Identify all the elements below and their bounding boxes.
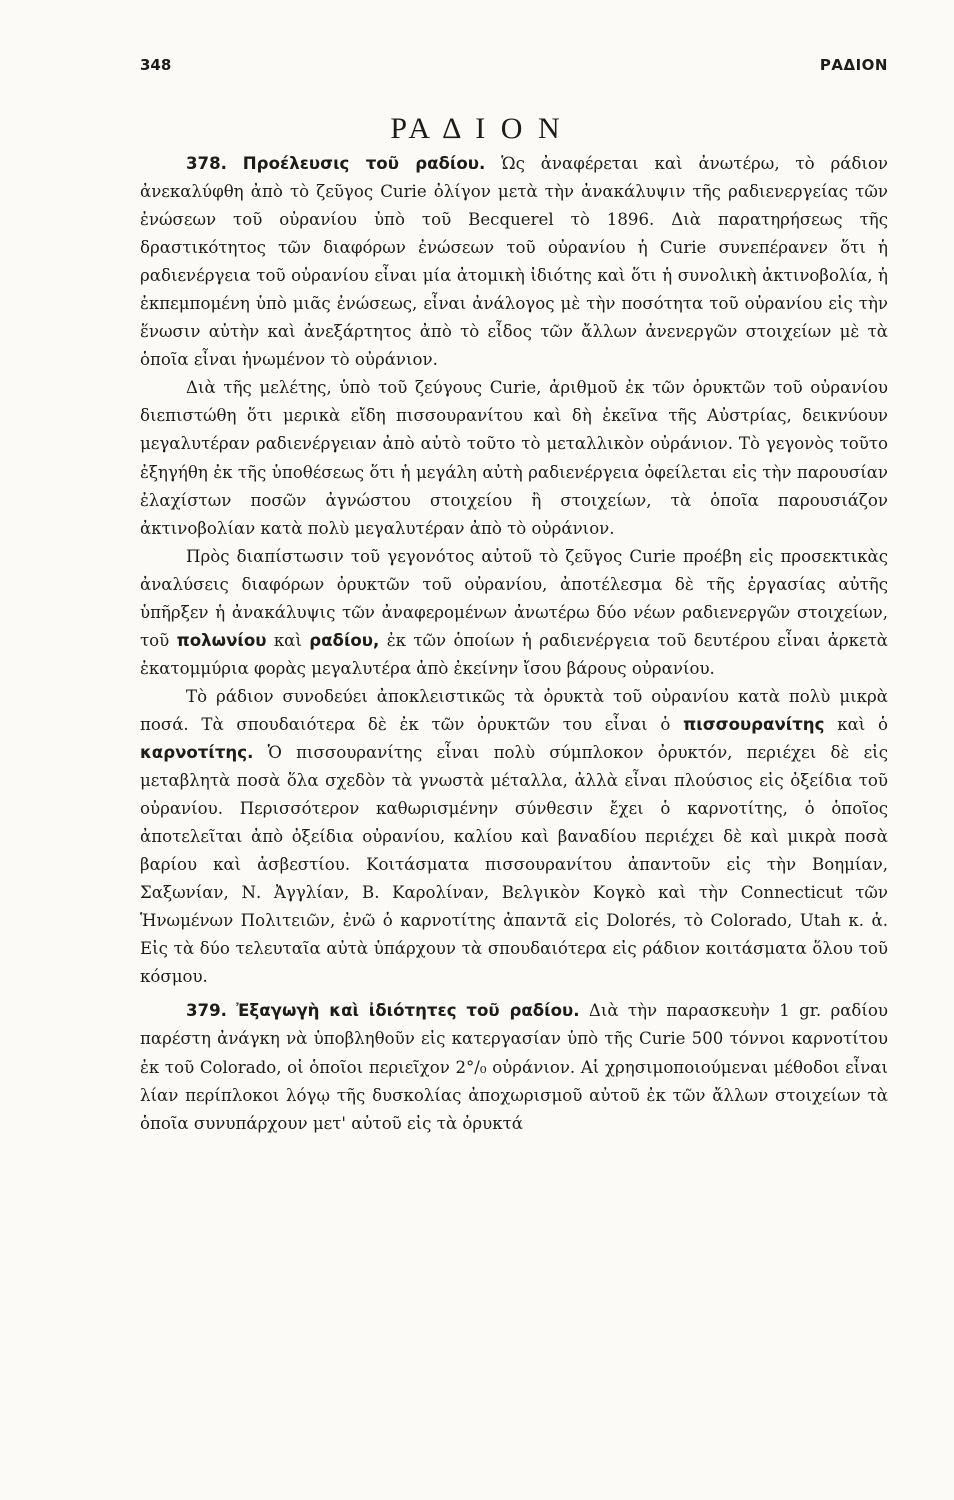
bold-term: ραδίου, bbox=[309, 630, 380, 650]
page-number: 348 bbox=[140, 56, 172, 74]
chapter-title: ΡΑ Δ Ι Ο Ν bbox=[390, 112, 564, 145]
paragraph-text: ἐκ τῶν ὁποίων ἡ ραδιενέργεια τοῦ δευτέρου εἶναι ἀρκετὰ ἑκατομμύρια φορὰς μεγαλυτέρα ἀπὸ ἐκείνην ἴσου βάρους οὐρανίου. bbox=[140, 630, 889, 678]
running-head: ΡΑΔΙΟΝ bbox=[819, 56, 888, 74]
section-title: Ἐξαγωγὴ καὶ ἰδιότητες τοῦ ραδίου. bbox=[236, 1001, 580, 1021]
paragraph-text: Τὸ ράδιον συνοδεύει ἀποκλειστικῶς τὰ ὀρυκτὰ τοῦ οὐρανίου κατὰ πολὺ μικρὰ ποσά. Τὰ σπουδαιότερα δὲ ἐκ τῶν ὀρυκτῶν του εἶναι ὁ bbox=[140, 686, 888, 734]
body-text bbox=[140, 150, 888, 1138]
paragraph bbox=[140, 543, 888, 683]
paragraph bbox=[140, 997, 888, 1137]
paragraph-text: Διὰ τὴν παρασκευὴν 1 gr. ραδίου παρέστη ἀνάγκη νὰ ὑποβληθοῦν εἰς κατεργασίαν ὑπὸ τῆς Curie 500 τόννοι καρνοτίτου ἐκ τοῦ Colorado, οἱ ὁποῖοι περιεῖχον 2°/₀ οὐράνιον. Αἱ χρησιμοποιούμεναι μέθοδοι εἶναι λίαν περίπλοκοι λόγῳ τῆς δυσκολίας ἀποχωρισμοῦ αὐτοῦ ἐκ τῶν ἄλλων στοιχείων τὰ ὁποῖα συνυπάρχουν μετ' αὐτοῦ εἰς τὰ ὀρυκτά bbox=[140, 1001, 888, 1133]
paragraph bbox=[140, 374, 888, 542]
paragraph-text: Ὁ πισσουρανίτης εἶναι πολὺ σύμπλοκον ὀρυκτόν, περιέχει δὲ εἰς μεταβλητὰ ποσὰ ὅλα σχεδὸν τὰ γνωστὰ μέταλλα, ἀλλὰ εἶναι πλούσιος εἰς ὀξείδια τοῦ οὐρανίου. Περισσότερον καθωρισμένην σύνθεσιν ἔχει ὁ καρνοτίτης, ὁ ὁποῖος ἀποτελεῖται ἀπὸ ὀξείδια οὐρανίου, καλίου καὶ βαναδίου περιέχει δὲ καὶ μικρὰ ποσὰ βαρίου καὶ ἀσβεστίου. Κοιτάσματα πισσουρανίτου ἀπαντοῦν εἰς τὴν Βοημίαν, Σαξωνίαν, Ν. Ἀγγλίαν, Β. Καρολίναν, Βελγικὸν Κογκὸ καὶ τὴν Connecticut τῶν Ἡνωμένων Πολιτειῶν, ἐνῶ ὁ καρνοτίτης ἀπαντᾶ εἰς Dolorés, τὸ Colorado, Utah κ. ἀ. Εἰς τὰ δύο τελευταῖα αὐτὰ ὑπάρχουν τὰ σπουδαιότερα εἰς ράδιον κοιτάσματα ὅλου τοῦ κόσμου. bbox=[140, 742, 888, 987]
section-number: 378. bbox=[186, 154, 227, 173]
bold-term: πολωνίου bbox=[176, 630, 267, 650]
paragraph-text: καὶ ὁ bbox=[837, 714, 889, 734]
section-number: 379. bbox=[186, 1001, 227, 1021]
paragraph bbox=[140, 150, 888, 374]
paragraph bbox=[140, 683, 888, 992]
page-header bbox=[140, 56, 888, 80]
paragraph-text: Ὡς ἀναφέρεται καὶ ἀνωτέρω, τὸ ράδιον ἀνεκαλύφθη ἀπὸ τὸ ζεῦγος Curie ὀλίγον μετὰ τὴν ἀνακάλυψιν τῆς ραδιενεργείας τῶν ἐνώσεων τοῦ οὐρανίου ὑπὸ τοῦ Becquerel τὸ 1896. Διὰ παρατηρήσεως τῆς δραστικότητος τῶν διαφόρων ἐνώσεων τοῦ οὐρανίου ἡ Curie συνεπέρανεν ὅτι ἡ ραδιενέργεια τοῦ οὐρανίου εἶναι μία ἀτομικὴ ἰδιότης καὶ ὅτι ἡ συνολικὴ ἀκτινοβολία, ἡ ἐκπεμπομένη ὑπὸ μιᾶς ἐνώσεως, εἶναι ἀνάλογος μὲ τὴν ποσότητα τοῦ οὐρανίου εἰς τὴν ἕνωσιν αὐτὴν καὶ ἀνεξάρτητος ἀπὸ τὸ εἶδος τῶν ἄλλων ἀνενεργῶν στοιχείων μὲ τὰ ὁποῖα εἶναι ἡνωμένον τὸ οὐράνιον. bbox=[140, 154, 889, 370]
bold-term: πισσουρανίτης bbox=[683, 714, 825, 734]
bold-term: καρνοτίτης. bbox=[140, 742, 254, 762]
paragraph-text: Διὰ τῆς μελέτης, ὑπὸ τοῦ ζεύγους Curie, ἀριθμοῦ ἐκ τῶν ὀρυκτῶν τοῦ οὐρανίου διεπιστώθη ὅτι μερικὰ εἴδη πισσουρανίτου καὶ δὴ ἐκεῖνα τῆς Αὐστρίας, δεικνύουν μεγαλυτέραν ραδιενέργειαν ἀπὸ αὐτὸ τοῦτο τὸ μεταλλικὸν οὐράνιον. Τὸ γεγονὸς τοῦτο ἐξηγήθη ἐκ τῆς ὑποθέσεως ὅτι ἡ μεγάλη αὐτὴ ραδιενέργεια ὀφείλεται εἰς τὴν παρουσίαν ἐλαχίστων ποσῶν ἀγνώστου στοιχείου ἢ στοιχείων, τὰ ὁποῖα παρουσιάζον ἀκτινοβολίαν κατὰ πολὺ μεγαλυτέραν ἀπὸ τὸ οὐράνιον. bbox=[140, 378, 888, 538]
paragraph-text: καὶ bbox=[273, 630, 302, 650]
paragraph-text: Πρὸς διαπίστωσιν τοῦ γεγονότος αὐτοῦ τὸ ζεῦγος Curie προέβη εἰς προσεκτικὰς ἀναλύσεις διαφόρων ὀρυκτῶν τοῦ οὐρανίου, ἀποτέλεσμα δὲ τῆς ἐργασίας αὐτῆς ὑπῆρξεν ἡ ἀνακάλυψις τῶν ἀναφερομένων ἀνωτέρω δύο νέων ραδιενεργῶν στοιχείων, τοῦ bbox=[140, 546, 888, 650]
section-title: Προέλευσις τοῦ ραδίου. bbox=[242, 154, 486, 173]
